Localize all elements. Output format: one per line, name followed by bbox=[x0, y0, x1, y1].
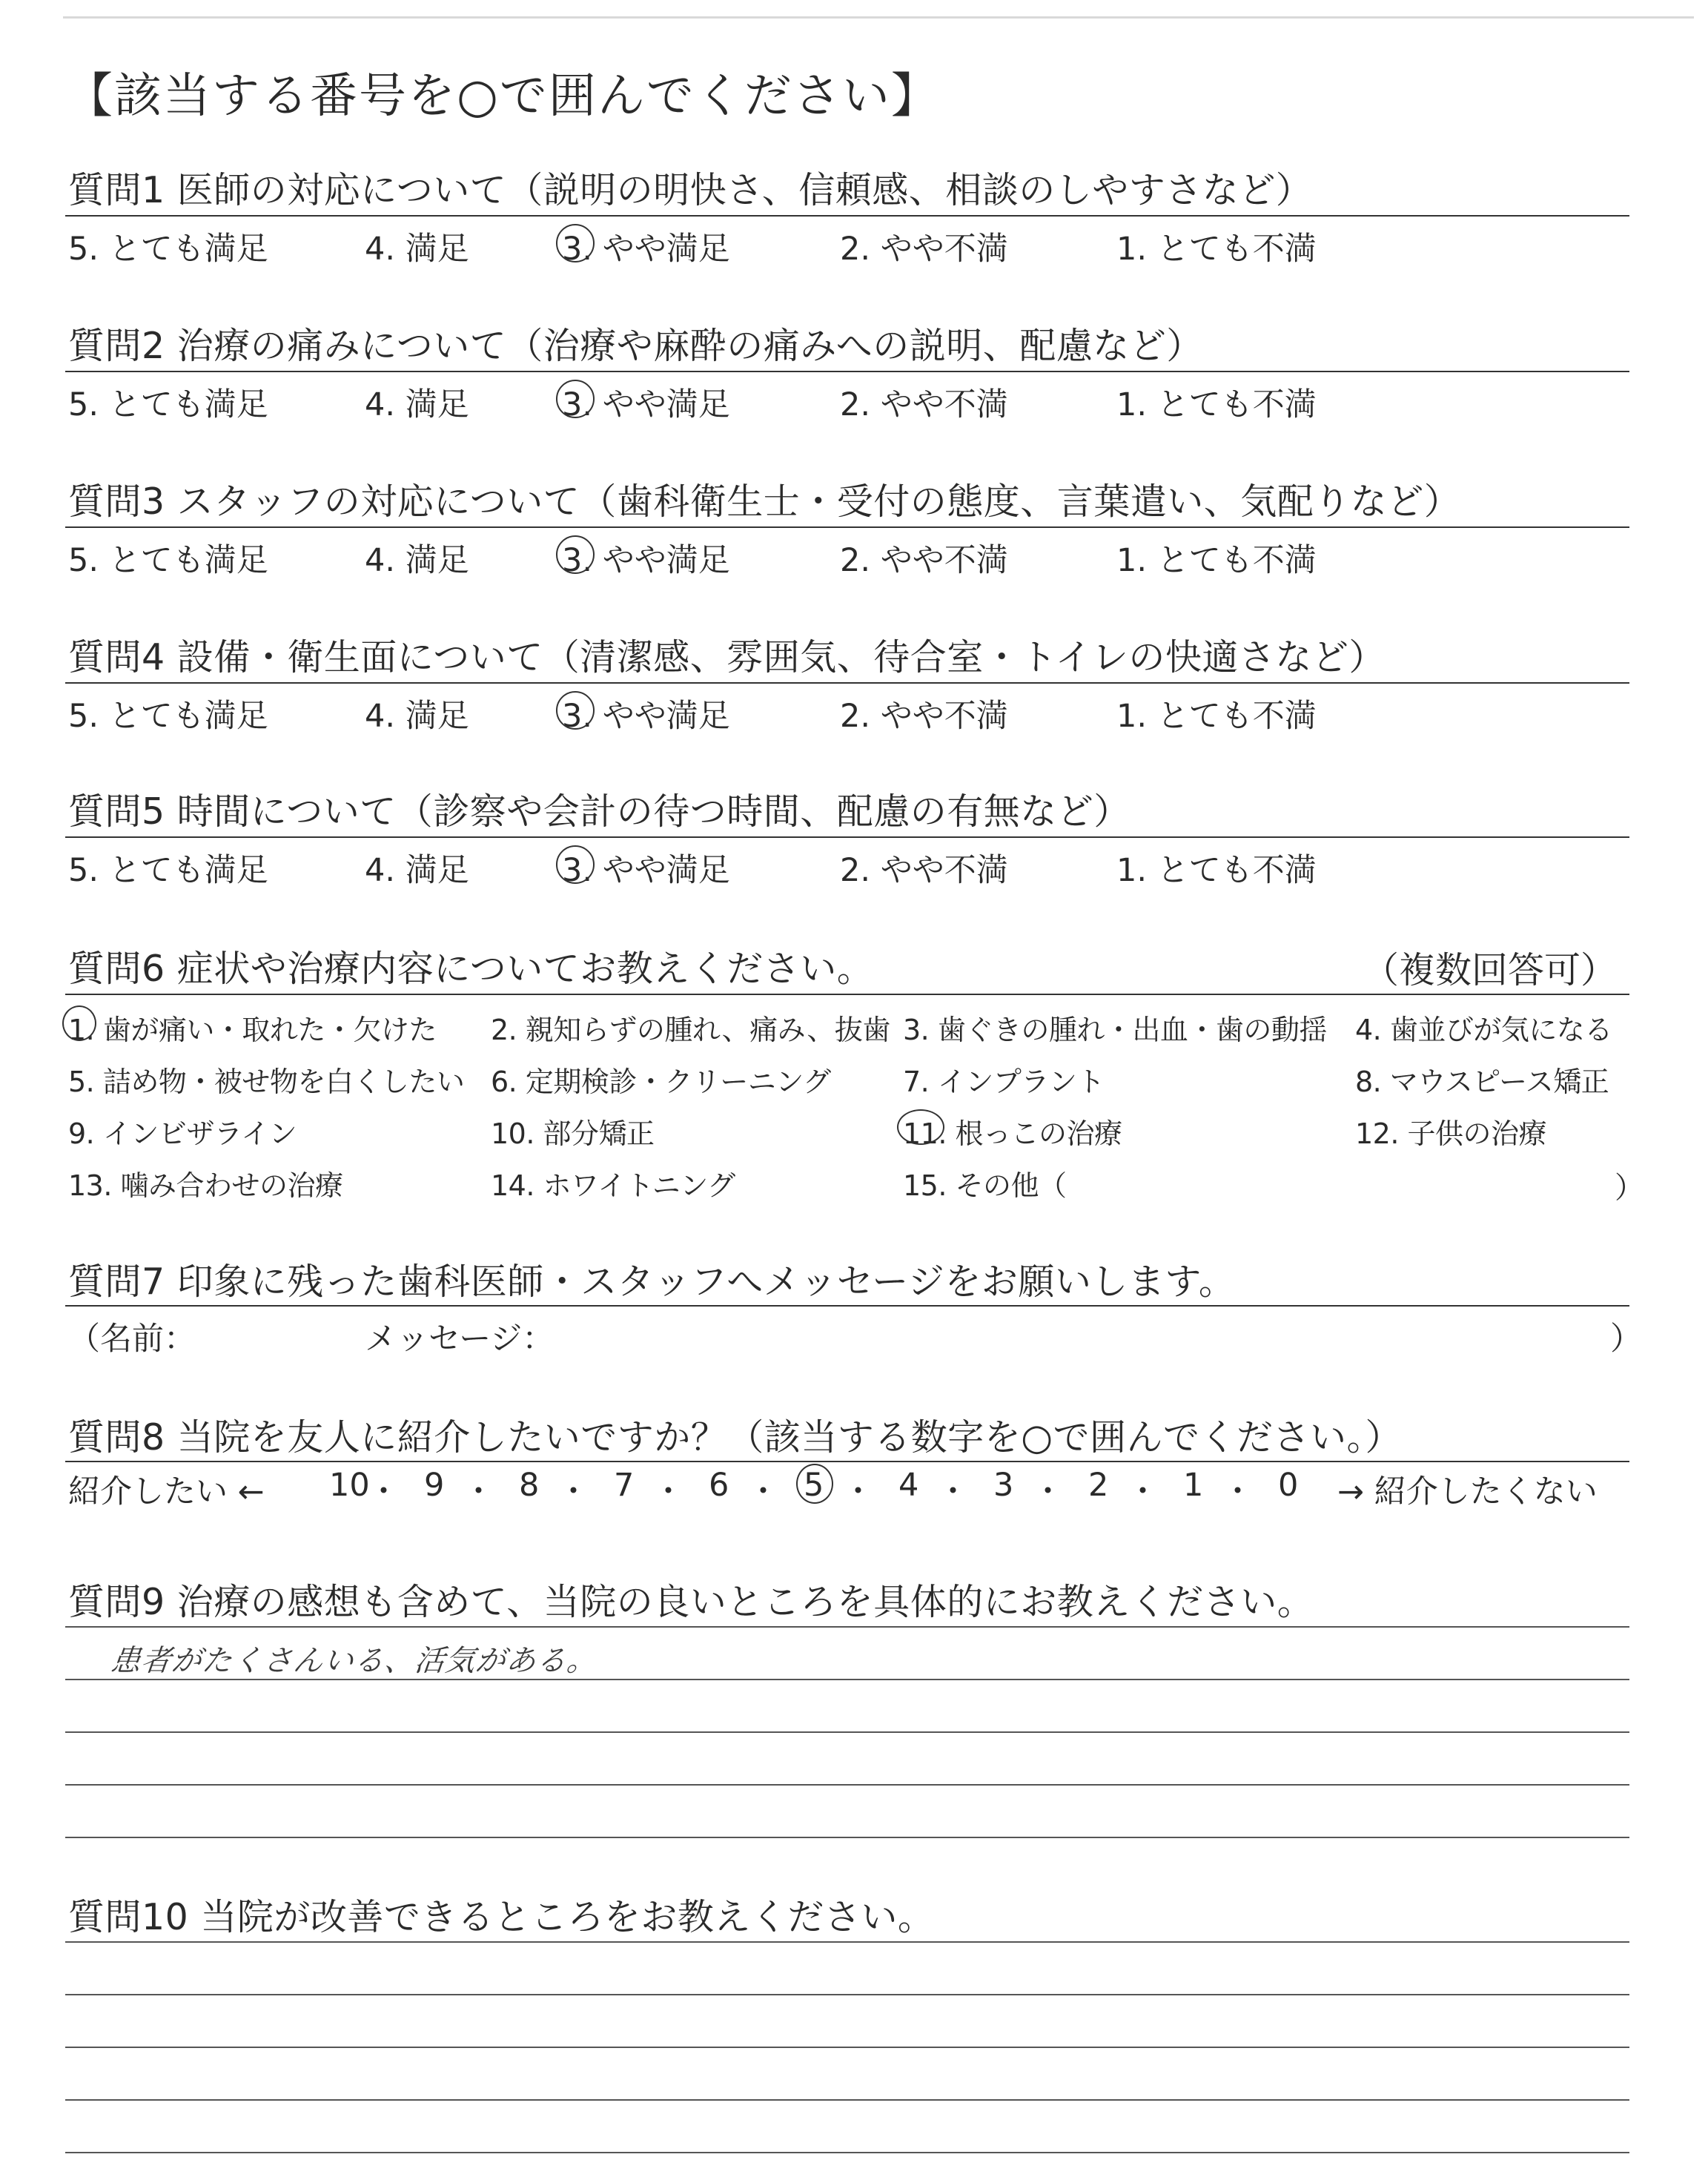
q4-option-1[interactable]: 1. とても不満 bbox=[1116, 698, 1317, 735]
q6-multiple-note: （複数回答可） bbox=[1363, 949, 1618, 991]
q8-scale-6[interactable]: 6 bbox=[709, 1467, 729, 1504]
q5-option-2[interactable]: 2. やや不満 bbox=[840, 852, 1008, 889]
q5-selection-circle bbox=[556, 845, 595, 884]
q6-option-1[interactable]: 1. 歯が痛い・取れた・欠けた bbox=[68, 1014, 437, 1046]
q8-separator: ・ bbox=[1222, 1473, 1254, 1510]
q4-rule bbox=[65, 682, 1629, 684]
q7-title: 質問7 印象に残った歯科医師・スタッフへメッセージをお願いします。 bbox=[68, 1261, 1236, 1303]
q6-option-10[interactable]: 10. 部分矯正 bbox=[491, 1117, 655, 1150]
q8-scale-1[interactable]: 1 bbox=[1183, 1467, 1204, 1504]
q2-option-4[interactable]: 4. 満足 bbox=[365, 386, 469, 423]
q6-option-12[interactable]: 12. 子供の治療 bbox=[1355, 1117, 1547, 1150]
q1-option-4[interactable]: 4. 満足 bbox=[365, 231, 469, 268]
q9-handwritten-answer: 患者がたくさんいる、活気がある。 bbox=[109, 1644, 600, 1678]
q8-left-label: 紹介したい ← bbox=[68, 1473, 265, 1510]
q8-selection-circle bbox=[796, 1464, 833, 1504]
q8-separator: ・ bbox=[652, 1473, 684, 1510]
q8-separator: ・ bbox=[368, 1473, 400, 1510]
q1-title: 質問1 医師の対応について（説明の明快さ、信頼感、相談のしやすさなど） bbox=[68, 169, 1313, 211]
q6-rule bbox=[65, 994, 1629, 995]
q6-title: 質問6 症状や治療内容についてお教えください。 bbox=[68, 948, 874, 990]
q8-scale bbox=[68, 1467, 1625, 1511]
q6-option-8[interactable]: 8. マウスピース矯正 bbox=[1355, 1066, 1609, 1098]
q2-option-5[interactable]: 5. とても満足 bbox=[68, 386, 268, 423]
q8-scale-8[interactable]: 8 bbox=[519, 1467, 540, 1504]
q3-selection-circle bbox=[556, 535, 595, 574]
scan-edge bbox=[63, 16, 1694, 19]
q8-scale-5[interactable]: 5 bbox=[804, 1467, 824, 1504]
page-header: 【該当する番号を○で囲んでください】 bbox=[65, 69, 940, 124]
q6-option-9[interactable]: 9. インビザライン bbox=[68, 1117, 297, 1150]
q4-option-2[interactable]: 2. やや不満 bbox=[840, 698, 1008, 735]
q8-rule bbox=[65, 1461, 1629, 1462]
q8-scale-10[interactable]: 10 bbox=[329, 1467, 370, 1504]
q6-option-14[interactable]: 14. ホワイトニング bbox=[491, 1169, 735, 1202]
q8-scale-9[interactable]: 9 bbox=[424, 1467, 445, 1504]
q10-line-4 bbox=[65, 2099, 1629, 2101]
q6-selection-circle bbox=[897, 1109, 944, 1145]
q8-scale-7[interactable]: 7 bbox=[614, 1467, 635, 1504]
q3-option-2[interactable]: 2. やや不満 bbox=[840, 542, 1008, 579]
q10-line-5 bbox=[65, 2152, 1629, 2153]
q2-option-2[interactable]: 2. やや不満 bbox=[840, 386, 1008, 423]
q1-option-1[interactable]: 1. とても不満 bbox=[1116, 231, 1317, 268]
q5-option-5[interactable]: 5. とても満足 bbox=[68, 852, 268, 889]
q9-title: 質問9 治療の感想も含めて、当院の良いところを具体的にお教えください。 bbox=[68, 1581, 1314, 1623]
q9-line-2 bbox=[65, 1679, 1629, 1680]
q2-rule bbox=[65, 371, 1629, 372]
q6-option-7[interactable]: 7. インプラント bbox=[903, 1066, 1105, 1098]
q2-option-3[interactable]: 3. やや満足 bbox=[562, 386, 730, 423]
q9-line-3 bbox=[65, 1731, 1629, 1733]
q9-line-4 bbox=[65, 1784, 1629, 1786]
q5-option-1[interactable]: 1. とても不満 bbox=[1116, 852, 1317, 889]
q7-name-label: （名前： bbox=[68, 1321, 196, 1358]
q8-separator: ・ bbox=[747, 1473, 779, 1510]
q8-separator: ・ bbox=[1032, 1473, 1064, 1510]
q3-option-5[interactable]: 5. とても満足 bbox=[68, 542, 268, 579]
q3-rule bbox=[65, 526, 1629, 528]
q10-line-2 bbox=[65, 1994, 1629, 1995]
q3-option-3[interactable]: 3. やや満足 bbox=[562, 542, 730, 579]
q10-title: 質問10 当院が改善できるところをお教えください。 bbox=[68, 1896, 935, 1938]
q6-other-close-paren: ） bbox=[1615, 1171, 1644, 1205]
q4-selection-circle bbox=[556, 691, 595, 730]
q9-line-5 bbox=[65, 1837, 1629, 1838]
q5-title: 質問5 時間について（診察や会計の待つ時間、配慮の有無など） bbox=[68, 790, 1131, 833]
q3-option-4[interactable]: 4. 満足 bbox=[365, 542, 469, 579]
q2-title: 質問2 治療の痛みについて（治療や麻酔の痛みへの説明、配慮など） bbox=[68, 325, 1203, 367]
q8-right-label: → 紹介したくない bbox=[1337, 1473, 1598, 1510]
q8-scale-0[interactable]: 0 bbox=[1278, 1467, 1299, 1504]
q6-option-2[interactable]: 2. 親知らずの腫れ、痛み、抜歯 bbox=[491, 1014, 890, 1046]
q1-option-3[interactable]: 3. やや満足 bbox=[562, 231, 730, 268]
q7-message-label: メッセージ： bbox=[365, 1321, 555, 1358]
q1-selection-circle bbox=[556, 224, 595, 262]
q6-option-11[interactable]: 11. 根っこの治療 bbox=[903, 1117, 1122, 1150]
q10-line-1 bbox=[65, 1941, 1629, 1943]
q5-option-4[interactable]: 4. 満足 bbox=[365, 852, 469, 889]
q8-scale-2[interactable]: 2 bbox=[1088, 1467, 1109, 1504]
q6-selection-circle bbox=[62, 1005, 96, 1041]
q5-rule bbox=[65, 836, 1629, 838]
q1-option-5[interactable]: 5. とても満足 bbox=[68, 231, 268, 268]
q7-close-paren: ） bbox=[1610, 1321, 1642, 1358]
q6-option-4[interactable]: 4. 歯並びが気になる bbox=[1355, 1014, 1612, 1046]
q8-scale-4[interactable]: 4 bbox=[898, 1467, 919, 1504]
q3-title: 質問3 スタッフの対応について（歯科衛生士・受付の態度、言葉遣い、気配りなど） bbox=[68, 480, 1461, 523]
q4-option-3[interactable]: 3. やや満足 bbox=[562, 698, 730, 735]
q6-option-13[interactable]: 13. 噛み合わせの治療 bbox=[68, 1169, 343, 1202]
q1-rule bbox=[65, 215, 1629, 217]
q4-option-4[interactable]: 4. 満足 bbox=[365, 698, 469, 735]
q4-option-5[interactable]: 5. とても満足 bbox=[68, 698, 268, 735]
q10-line-3 bbox=[65, 2047, 1629, 2048]
q5-option-3[interactable]: 3. やや満足 bbox=[562, 852, 730, 889]
q6-option-15[interactable]: 15. その他（ bbox=[903, 1169, 1067, 1202]
q8-separator: ・ bbox=[463, 1473, 494, 1510]
q8-separator: ・ bbox=[557, 1473, 589, 1510]
q6-option-3[interactable]: 3. 歯ぐきの腫れ・出血・歯の動揺 bbox=[903, 1014, 1327, 1046]
q8-separator: ・ bbox=[1127, 1473, 1159, 1510]
q8-scale-3[interactable]: 3 bbox=[993, 1467, 1014, 1504]
q6-option-5[interactable]: 5. 詰め物・被せ物を白くしたい bbox=[68, 1066, 465, 1098]
q1-option-2[interactable]: 2. やや不満 bbox=[840, 231, 1008, 268]
q3-option-1[interactable]: 1. とても不満 bbox=[1116, 542, 1317, 579]
q2-option-1[interactable]: 1. とても不満 bbox=[1116, 386, 1317, 423]
q8-separator: ・ bbox=[937, 1473, 969, 1510]
q6-option-6[interactable]: 6. 定期検診・クリーニング bbox=[491, 1066, 831, 1098]
q9-line-1 bbox=[65, 1626, 1629, 1628]
q8-title: 質問8 当院を友人に紹介したいですか？（該当する数字を○で囲んでください。） bbox=[68, 1416, 1403, 1459]
q4-title: 質問4 設備・衛生面について（清潔感、雰囲気、待合室・トイレの快適さなど） bbox=[68, 636, 1386, 678]
q2-selection-circle bbox=[556, 380, 595, 418]
q7-rule bbox=[65, 1305, 1629, 1307]
q8-separator: ・ bbox=[842, 1473, 874, 1510]
